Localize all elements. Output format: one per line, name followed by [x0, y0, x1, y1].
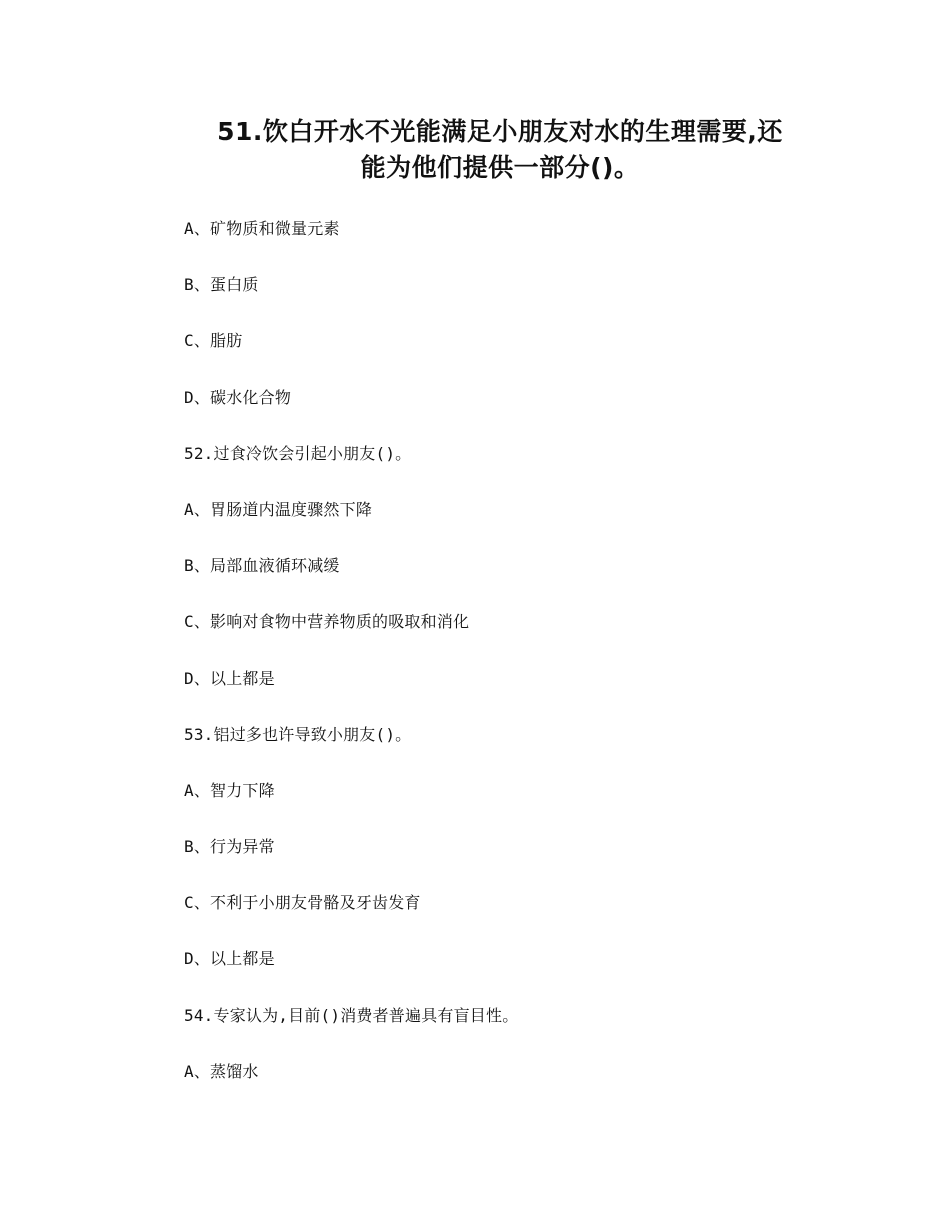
- question-52-option-a: A、胃肠道内温度骤然下降: [184, 499, 373, 519]
- question-51-title-line-1: 51.饮白开水不光能满足小朋友对水的生理需要,还: [217, 117, 783, 146]
- question-52-option-d: D、以上都是: [184, 668, 275, 688]
- question-51-option-b: B、蛋白质: [184, 275, 259, 295]
- question-51-option-c: C、脂肪: [184, 331, 243, 351]
- question-54-option-a: A、蒸馏水: [184, 1061, 259, 1081]
- question-53-option-d: D、以上都是: [184, 949, 275, 969]
- question-list: [184, 218, 904, 1117]
- question-52-option-c: C、影响对食物中营养物质的吸取和消化: [184, 612, 470, 632]
- question-53-option-c: C、不利于小朋友骨骼及牙齿发育: [184, 893, 421, 913]
- question-53-text: 53.铝过多也许导致小朋友()。: [184, 724, 412, 744]
- question-54-text: 54.专家认为,目前()消费者普遍具有盲目性。: [184, 1005, 519, 1025]
- question-52-text: 52.过食冷饮会引起小朋友()。: [184, 443, 412, 463]
- question-51-option-a: A、矿物质和微量元素: [184, 219, 340, 238]
- question-52-option-b: B、局部血液循环减缓: [184, 556, 340, 576]
- question-51-title: [150, 114, 850, 186]
- question-53-option-a: A、智力下降: [184, 780, 275, 800]
- question-51-title-line-2: 能为他们提供一部分()。: [360, 153, 640, 182]
- question-53-option-b: B、行为异常: [184, 837, 275, 857]
- question-51-option-d: D、碳水化合物: [184, 387, 292, 407]
